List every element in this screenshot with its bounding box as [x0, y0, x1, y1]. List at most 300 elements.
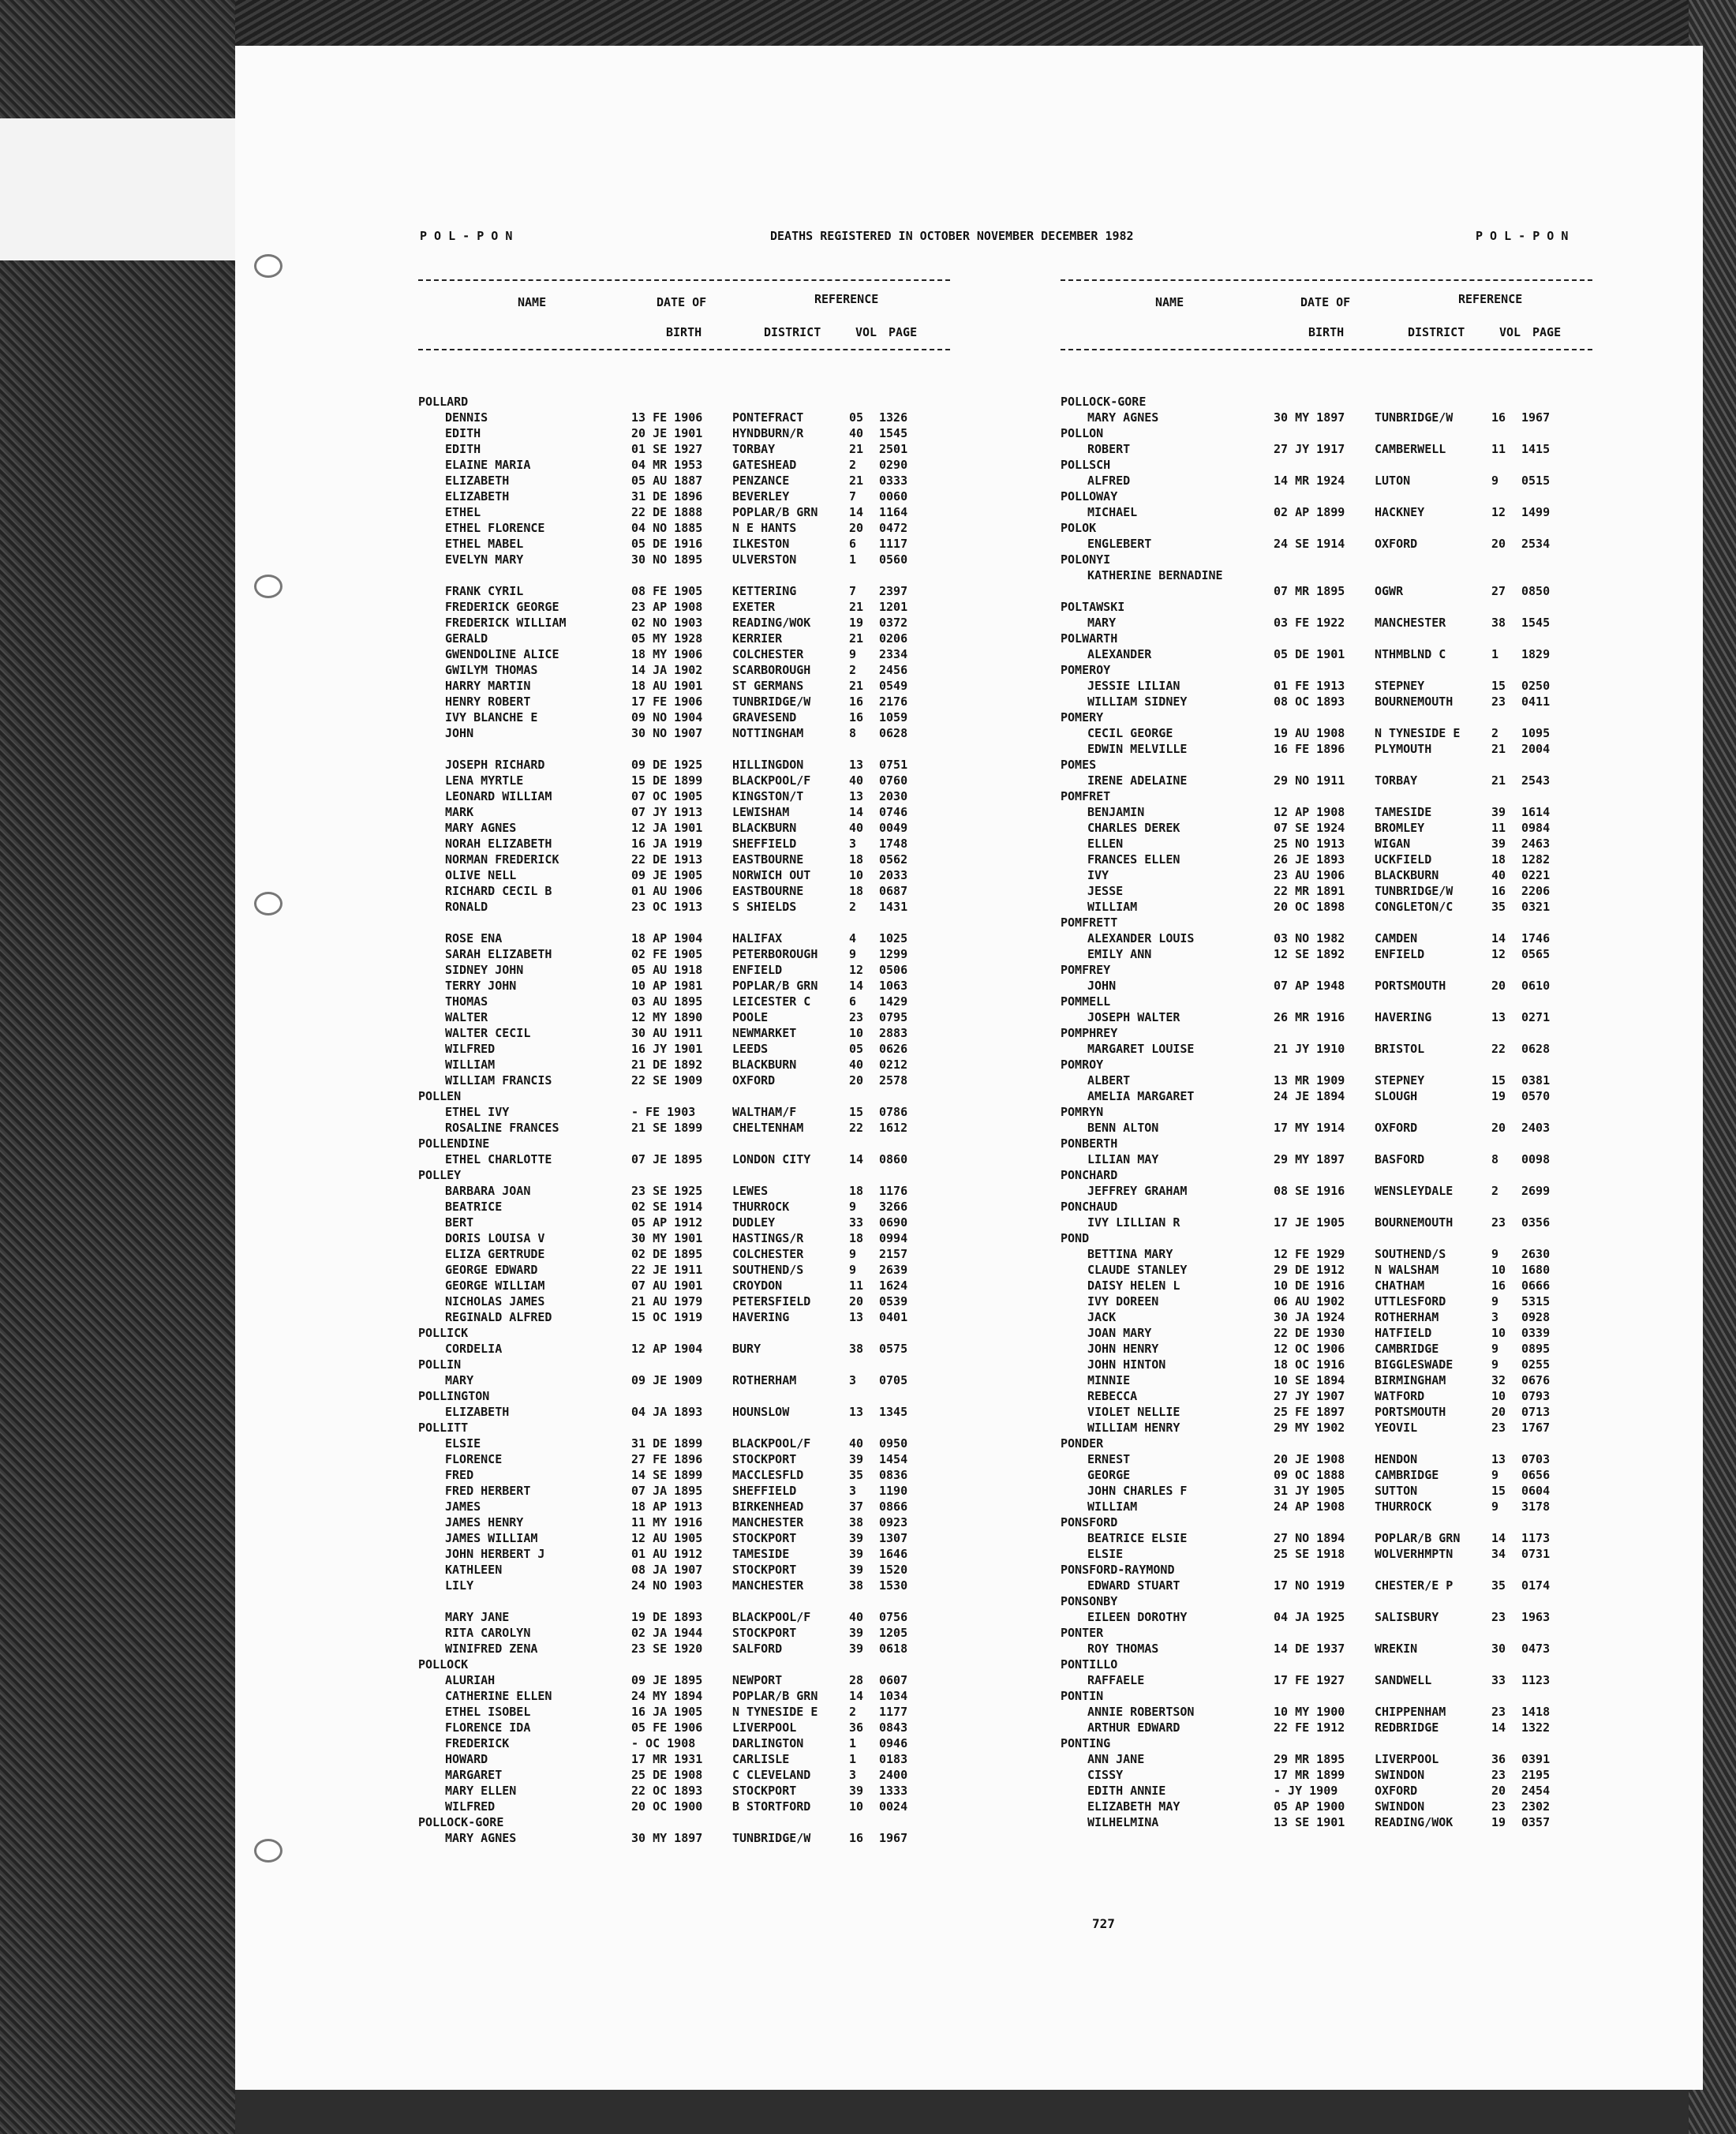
page-ref: 2534 — [1521, 537, 1551, 551]
volume: 20 — [1491, 1784, 1506, 1798]
page-ref: 1967 — [879, 1831, 908, 1845]
district: SHEFFIELD — [732, 837, 797, 851]
birth-date: 12 MY 1890 — [631, 1010, 703, 1024]
birth-date: 10 DE 1916 — [1274, 1279, 1345, 1293]
surname: PONTILLO — [1061, 1657, 1118, 1672]
column-header-right — [1061, 276, 1592, 355]
volume: 39 — [1491, 837, 1506, 851]
given-names: FREDERICK WILLIAM — [445, 616, 567, 630]
death-entry — [1061, 868, 1597, 884]
death-entry — [1061, 584, 1597, 600]
birth-date: 10 AP 1981 — [631, 979, 703, 993]
district: BASFORD — [1375, 1152, 1425, 1166]
death-entry — [1061, 852, 1597, 868]
page-ref: 0626 — [879, 1042, 908, 1056]
volume: 15 — [849, 1105, 864, 1119]
surname-heading — [1061, 1736, 1597, 1752]
surname-heading — [1061, 963, 1597, 979]
district: HAVERING — [1375, 1010, 1432, 1024]
birth-date: 04 MR 1953 — [631, 458, 703, 472]
death-entry — [1061, 1184, 1597, 1200]
volume: 2 — [849, 663, 857, 677]
birth-date: 04 JA 1893 — [631, 1405, 703, 1419]
death-entry — [418, 994, 955, 1010]
death-entry — [1061, 1073, 1597, 1089]
given-names: MARGARET LOUISE — [1087, 1042, 1195, 1056]
surname-heading — [1061, 395, 1597, 410]
district: BLACKPOOL/F — [732, 1610, 811, 1624]
death-entry — [418, 1784, 955, 1799]
surname-heading — [418, 1357, 955, 1373]
birth-date: 02 DE 1895 — [631, 1247, 703, 1261]
given-names: JOSEPH WALTER — [1087, 1010, 1180, 1024]
district: LUTON — [1375, 474, 1411, 488]
district: HACKNEY — [1375, 505, 1425, 519]
death-entry — [1061, 1673, 1597, 1689]
volume: 36 — [849, 1720, 864, 1735]
district: N E HANTS — [732, 521, 797, 535]
given-names: LILY — [445, 1578, 474, 1593]
page-ref: 0703 — [1521, 1452, 1551, 1466]
page-ref: 0560 — [879, 552, 908, 567]
surname-heading — [1061, 758, 1597, 773]
death-entry — [1061, 726, 1597, 742]
volume: 12 — [1491, 947, 1506, 961]
volume: 13 — [849, 789, 864, 803]
birth-date: 26 JE 1893 — [1274, 852, 1345, 867]
death-entry — [418, 1673, 955, 1689]
birth-date: 07 JA 1895 — [631, 1484, 703, 1498]
vol-header: VOL — [1499, 325, 1521, 339]
death-entry — [418, 600, 955, 616]
page-ref: 0836 — [879, 1468, 908, 1482]
surname-heading — [1061, 1200, 1597, 1215]
page-ref: 0656 — [1521, 1468, 1551, 1482]
page-number: 727 — [1092, 1916, 1115, 1931]
given-names: RITA CAROLYN — [445, 1626, 531, 1640]
volume: 14 — [849, 505, 864, 519]
death-entry — [1061, 805, 1597, 821]
page-ref: 0562 — [879, 852, 908, 867]
surname: POLLOCK-GORE — [1061, 395, 1147, 409]
district: LEWES — [732, 1184, 769, 1198]
death-entry — [418, 1184, 955, 1200]
death-entry — [1061, 616, 1597, 631]
volume: 40 — [849, 773, 864, 788]
district: TORBAY — [732, 442, 776, 456]
entries-column-right — [1061, 395, 1597, 1831]
volume: 40 — [849, 1610, 864, 1624]
given-names: WILFRED — [445, 1799, 496, 1814]
volume: 18 — [849, 1231, 864, 1245]
surname: POMEROY — [1061, 663, 1111, 677]
page-ref: 2639 — [879, 1263, 908, 1277]
given-names: HENRY ROBERT — [445, 694, 531, 709]
volume: 39 — [849, 1531, 864, 1545]
reference-header: REFERENCE — [1458, 292, 1523, 306]
given-names: ALEXANDER — [1087, 647, 1152, 661]
death-entry — [418, 805, 955, 821]
district: SCARBOROUGH — [732, 663, 811, 677]
death-entry — [418, 868, 955, 884]
punch-hole — [254, 1839, 282, 1863]
district: BIRKENHEAD — [732, 1499, 804, 1514]
birth-date: 07 MR 1895 — [1274, 584, 1345, 598]
district: BIRMINGHAM — [1375, 1373, 1446, 1387]
page-ref: 1345 — [879, 1405, 908, 1419]
given-names: JAMES HENRY — [445, 1515, 524, 1529]
volume: 20 — [1491, 537, 1506, 551]
death-entry — [1061, 742, 1597, 758]
given-names: ALFRED — [1087, 474, 1131, 488]
volume: 19 — [849, 616, 864, 630]
district: WALTHAM/F — [732, 1105, 797, 1119]
district: REDBRIDGE — [1375, 1720, 1439, 1735]
page-ref: 0381 — [1521, 1073, 1551, 1088]
given-names: EDITH — [445, 426, 481, 440]
death-entry — [1061, 1610, 1597, 1626]
page-ref: 0183 — [879, 1752, 908, 1766]
volume: 23 — [1491, 1799, 1506, 1814]
birth-date: 20 OC 1898 — [1274, 900, 1345, 914]
page-ref: 1025 — [879, 931, 908, 945]
given-names: EDITH ANNIE — [1087, 1784, 1166, 1798]
page-ref: 0098 — [1521, 1152, 1551, 1166]
district: BOURNEMOUTH — [1375, 694, 1454, 709]
given-names: JOHN HERBERT J — [445, 1547, 545, 1561]
death-entry — [418, 1626, 955, 1642]
death-entry — [418, 458, 955, 474]
given-names: WILLIAM — [1087, 900, 1138, 914]
surname-heading — [1061, 789, 1597, 805]
given-names: ALBERT — [1087, 1073, 1131, 1088]
district: STOCKPORT — [732, 1626, 797, 1640]
surname: PONTING — [1061, 1736, 1111, 1750]
page-ref: 0255 — [1521, 1357, 1551, 1372]
page-ref: 1429 — [879, 994, 908, 1009]
district: WATFORD — [1375, 1389, 1425, 1403]
birth-date: 16 JA 1905 — [631, 1705, 703, 1719]
district: TORBAY — [1375, 773, 1418, 788]
page-ref: 3266 — [879, 1200, 908, 1214]
volume: 37 — [849, 1499, 864, 1514]
given-names: JEFFREY GRAHAM — [1087, 1184, 1188, 1198]
surname-heading — [1061, 1168, 1597, 1184]
death-entry — [418, 1547, 955, 1563]
reference-header: REFERENCE — [814, 292, 879, 306]
death-entry — [418, 474, 955, 489]
surname-heading — [1061, 1594, 1597, 1610]
district: PETERBOROUGH — [732, 947, 818, 961]
given-names: GEORGE — [1087, 1468, 1131, 1482]
birth-date: 05 DE 1916 — [631, 537, 703, 551]
given-names: WILLIAM HENRY — [1087, 1421, 1180, 1435]
birth-date: 09 NO 1904 — [631, 710, 703, 724]
birth-header: BIRTH — [666, 325, 702, 339]
given-names: ANNIE ROBERTSON — [1087, 1705, 1195, 1719]
birth-date: 12 AP 1904 — [631, 1342, 703, 1356]
death-entry — [418, 1121, 955, 1136]
page-ref: 2463 — [1521, 837, 1551, 851]
birth-date: 09 OC 1888 — [1274, 1468, 1345, 1482]
district: LIVERPOOL — [1375, 1752, 1439, 1766]
given-names: GWENDOLINE ALICE — [445, 647, 559, 661]
surname-heading — [1061, 1026, 1597, 1042]
death-entry — [1061, 979, 1597, 994]
punch-hole — [254, 575, 282, 598]
volume: 3 — [849, 837, 857, 851]
given-names: REBECCA — [1087, 1389, 1138, 1403]
birth-date: 17 MR 1899 — [1274, 1768, 1345, 1782]
page-ref: 1333 — [879, 1784, 908, 1798]
page-ref: 1967 — [1521, 410, 1551, 425]
surname: POMFRETT — [1061, 915, 1118, 930]
birth-date: 29 NO 1911 — [1274, 773, 1345, 788]
page-ref: 0604 — [1521, 1484, 1551, 1498]
given-names: FRANK CYRIL — [445, 584, 524, 598]
given-names: RAFFAELE — [1087, 1673, 1145, 1687]
death-entry — [1061, 773, 1597, 789]
volume: 1 — [1491, 647, 1499, 661]
page-ref: 0506 — [879, 963, 908, 977]
name-header: NAME — [518, 295, 547, 309]
volume: 9 — [1491, 1468, 1499, 1482]
given-names: LENA MYRTLE — [445, 773, 524, 788]
scan-background-left — [0, 0, 235, 2134]
volume: 19 — [1491, 1089, 1506, 1103]
page-ref: 0751 — [879, 758, 908, 772]
district: SWINDON — [1375, 1799, 1425, 1814]
punch-hole — [254, 254, 282, 278]
surname: POLLICK — [418, 1326, 469, 1340]
page-ref: 2883 — [879, 1026, 908, 1040]
volume: 14 — [849, 1152, 864, 1166]
volume: 16 — [1491, 410, 1506, 425]
death-entry — [1061, 410, 1597, 426]
death-entry — [418, 1768, 955, 1784]
birth-date: 25 FE 1897 — [1274, 1405, 1345, 1419]
page-ref: 1173 — [1521, 1531, 1551, 1545]
surname: PONCHAUD — [1061, 1200, 1118, 1214]
district: ILKESTON — [732, 537, 790, 551]
surname-heading — [1061, 521, 1597, 537]
page-ref: 0946 — [879, 1736, 908, 1750]
page-ref: 1530 — [879, 1578, 908, 1593]
district: CHATHAM — [1375, 1279, 1425, 1293]
volume: 23 — [1491, 1610, 1506, 1624]
given-names: JESSIE LILIAN — [1087, 679, 1180, 693]
death-entry — [418, 947, 955, 963]
volume: 7 — [849, 584, 857, 598]
page-ref: 2004 — [1521, 742, 1551, 756]
volume: 10 — [1491, 1263, 1506, 1277]
given-names: MICHAEL — [1087, 505, 1138, 519]
given-names: WILLIAM FRANCIS — [445, 1073, 552, 1088]
birth-date: 01 FE 1913 — [1274, 679, 1345, 693]
district: HOUNSLOW — [732, 1405, 790, 1419]
death-entry — [418, 1484, 955, 1499]
district: COLCHESTER — [732, 1247, 804, 1261]
volume: 11 — [849, 1279, 864, 1293]
volume: 39 — [849, 1452, 864, 1466]
page-ref: 2030 — [879, 789, 908, 803]
surname: POLONYI — [1061, 552, 1111, 567]
given-names: NICHOLAS JAMES — [445, 1294, 545, 1308]
birth-date: 17 NO 1919 — [1274, 1578, 1345, 1593]
death-entry — [418, 1373, 955, 1389]
birth-date: 27 NO 1894 — [1274, 1531, 1345, 1545]
row-spacer — [418, 568, 955, 584]
birth-date: 14 JA 1902 — [631, 663, 703, 677]
given-names: BETTINA MARY — [1087, 1247, 1173, 1261]
birth-date: 18 MY 1906 — [631, 647, 703, 661]
district: LONDON CITY — [732, 1152, 811, 1166]
death-entry — [1061, 1405, 1597, 1421]
death-entry — [418, 694, 955, 710]
birth-date: 22 MR 1891 — [1274, 884, 1345, 898]
page-ref: 0411 — [1521, 694, 1551, 709]
birth-date: 05 AU 1887 — [631, 474, 703, 488]
birth-date: 20 JE 1908 — [1274, 1452, 1345, 1466]
district: SALISBURY — [1375, 1610, 1439, 1624]
page-ref: 1612 — [879, 1121, 908, 1135]
page-ref: 1624 — [879, 1279, 908, 1293]
page-ref: 0473 — [1521, 1642, 1551, 1656]
given-names: ELIZABETH MAY — [1087, 1799, 1180, 1814]
district: CARLISLE — [732, 1752, 790, 1766]
district: EXETER — [732, 600, 776, 614]
birth-date: 08 SE 1916 — [1274, 1184, 1345, 1198]
district: SWINDON — [1375, 1768, 1425, 1782]
surname: POND — [1061, 1231, 1090, 1245]
district: NEWMARKET — [732, 1026, 797, 1040]
death-entry — [418, 963, 955, 979]
surname-heading — [1061, 663, 1597, 679]
given-names: DORIS LOUISA V — [445, 1231, 545, 1245]
given-names: RICHARD CECIL B — [445, 884, 552, 898]
death-entry — [418, 1499, 955, 1515]
birth-date: 08 JA 1907 — [631, 1563, 703, 1577]
surname: POLOK — [1061, 521, 1097, 535]
district: PORTSMOUTH — [1375, 979, 1446, 993]
district: BRISTOL — [1375, 1042, 1425, 1056]
district: KERRIER — [732, 631, 783, 646]
given-names: ALEXANDER LOUIS — [1087, 931, 1195, 945]
birth-date: 09 JE 1895 — [631, 1673, 703, 1687]
page-ref: 0950 — [879, 1436, 908, 1451]
volume: 21 — [1491, 742, 1506, 756]
birth-date: 02 JA 1944 — [631, 1626, 703, 1640]
district: UTTLESFORD — [1375, 1294, 1446, 1308]
given-names: ETHEL MABEL — [445, 537, 524, 551]
given-names: CATHERINE ELLEN — [445, 1689, 552, 1703]
volume: 39 — [849, 1626, 864, 1640]
district: TUNBRIDGE/W — [732, 694, 811, 709]
given-names: IVY BLANCHE E — [445, 710, 538, 724]
volume: 40 — [1491, 868, 1506, 882]
death-entry — [418, 1247, 955, 1263]
volume: 19 — [1491, 1815, 1506, 1829]
volume: 9 — [1491, 1342, 1499, 1356]
page-ref: 0401 — [879, 1310, 908, 1324]
given-names: WALTER — [445, 1010, 488, 1024]
district: HAVERING — [732, 1310, 790, 1324]
volume: 21 — [849, 679, 864, 693]
death-entry — [418, 1705, 955, 1720]
district: READING/WOK — [1375, 1815, 1454, 1829]
birth-date: 18 OC 1916 — [1274, 1357, 1345, 1372]
volume: 20 — [1491, 1121, 1506, 1135]
district: STEPNEY — [1375, 679, 1425, 693]
district: HENDON — [1375, 1452, 1418, 1466]
page-ref: 2456 — [879, 663, 908, 677]
birth-date: 13 SE 1901 — [1274, 1815, 1345, 1829]
surname-heading — [1061, 458, 1597, 474]
given-names: JACK — [1087, 1310, 1117, 1324]
death-entry — [418, 979, 955, 994]
volume: 14 — [1491, 931, 1506, 945]
given-names: JAMES WILLIAM — [445, 1531, 538, 1545]
district: YEOVIL — [1375, 1421, 1418, 1435]
birth-date: 17 JE 1905 — [1274, 1215, 1345, 1230]
given-names: MARGARET — [445, 1768, 503, 1782]
volume: 40 — [849, 821, 864, 835]
given-names: CLAUDE STANLEY — [1087, 1263, 1188, 1277]
district: SLOUGH — [1375, 1089, 1418, 1103]
volume: 9 — [849, 1263, 857, 1277]
death-entry — [1061, 1421, 1597, 1436]
volume: 22 — [849, 1121, 864, 1135]
page-ref: 0515 — [1521, 474, 1551, 488]
district: MANCHESTER — [1375, 616, 1446, 630]
district: CAMBRIDGE — [1375, 1342, 1439, 1356]
volume: 8 — [849, 726, 857, 740]
volume: 34 — [1491, 1547, 1506, 1561]
death-entry — [418, 1578, 955, 1594]
given-names: ROY THOMAS — [1087, 1642, 1159, 1656]
given-names: FRED HERBERT — [445, 1484, 531, 1498]
birth-date: 18 AP 1904 — [631, 931, 703, 945]
volume: 6 — [849, 537, 857, 551]
birth-date: 02 AP 1899 — [1274, 505, 1345, 519]
given-names: WILLIAM — [445, 1058, 496, 1072]
page-ref: 0221 — [1521, 868, 1551, 882]
page-ref: 0271 — [1521, 1010, 1551, 1024]
district: WENSLEYDALE — [1375, 1184, 1454, 1198]
surname: POLTAWSKI — [1061, 600, 1125, 614]
birth-date: 17 FE 1906 — [631, 694, 703, 709]
date-of-header: DATE OF — [1300, 295, 1351, 309]
district: HILLINGDON — [732, 758, 804, 772]
page-ref: 0786 — [879, 1105, 908, 1119]
district: BEVERLEY — [732, 489, 790, 504]
page-header: PAGE — [889, 325, 918, 339]
given-names: ROBERT — [1087, 442, 1131, 456]
district: OXFORD — [732, 1073, 776, 1088]
birth-date: 24 MY 1894 — [631, 1689, 703, 1703]
surname: PONTER — [1061, 1626, 1104, 1640]
volume: 28 — [849, 1673, 864, 1687]
birth-date: 06 AU 1902 — [1274, 1294, 1345, 1308]
volume: 10 — [849, 1026, 864, 1040]
death-entry — [1061, 1799, 1597, 1815]
given-names: MINNIE — [1087, 1373, 1131, 1387]
death-entry — [418, 1152, 955, 1168]
volume: 9 — [1491, 1357, 1499, 1372]
death-entry — [418, 631, 955, 647]
given-names: GWILYM THOMAS — [445, 663, 538, 677]
death-entry — [418, 584, 955, 600]
